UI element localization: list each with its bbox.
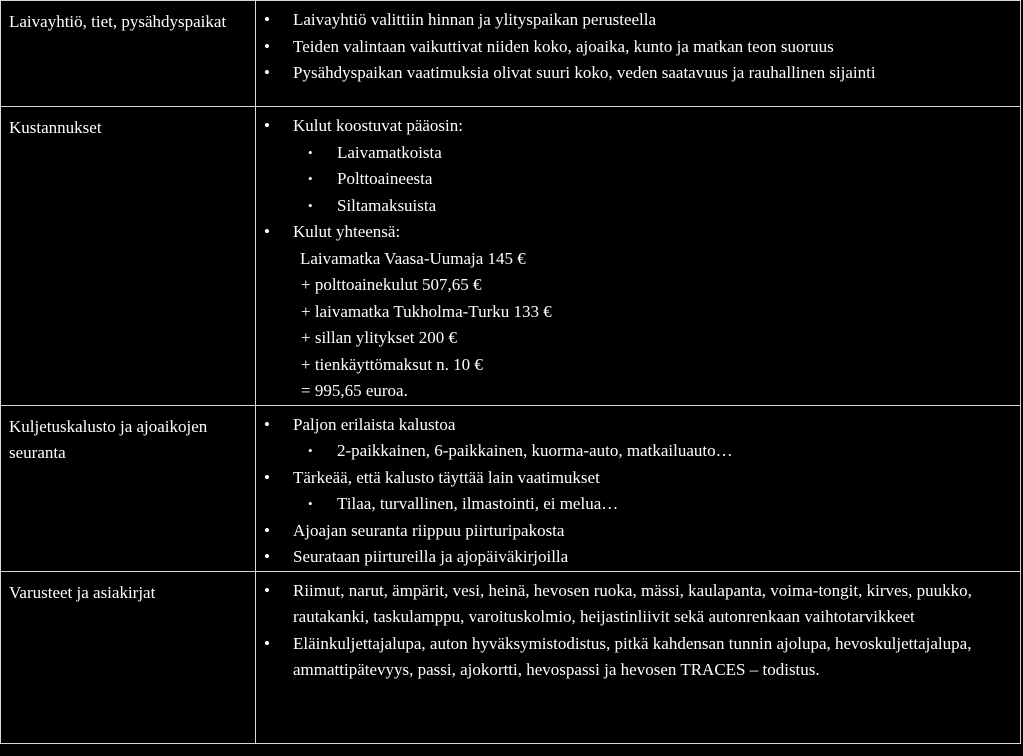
bullet-list [256,107,1020,405]
bullet-list [256,1,1020,87]
row-label-cell [1,1,256,107]
table-row [1,107,1021,406]
row-content-cell [256,571,1021,743]
table-row [1,1,1021,107]
list-item: • Riimut, narut, ämpärit, vesi, heinä, hevosen ruoka, mässi, kaulapanta, voima-tongit, kirves, puukko, rautakanki, taskulamppu, varoituskolmio, heijastinliivit sekä autonrenkaan vaihtotarvikkeet [264,578,1014,631]
sub-list-item: • Tilaa, turvallinen, ilmastointi, ei melua… [264,491,1014,518]
sub-list-item: • 2-paikkainen, 6-paikkainen, kuorma-auto, matkailuauto… [264,438,1014,465]
list-item: • Ajoajan seuranta riippuu piirturipakosta [264,518,1014,545]
sub-list-item: • Siltamaksuista [264,193,1014,220]
list-item: • Seurataan piirtureilla ja ajopäiväkirjoilla [264,544,1014,571]
cost-line: + laivamatka Tukholma-Turku 133 € [301,301,552,321]
cost-line: Laivamatka Vaasa-Uumaja 145 € [300,248,526,268]
row-label-cell [1,107,256,406]
row-label: Kuljetuskalusto ja ajoaikojen seuranta [9,416,208,462]
row-content-cell [256,107,1021,406]
row-label-cell [1,405,256,571]
list-item: • Laivayhtiö valittiin hinnan ja ylityspaikan perusteella [264,7,1014,34]
cost-line: + tienkäyttömaksut n. 10 € [301,354,483,374]
row-label: Varusteet ja asiakirjat [9,582,156,602]
bullet-list [256,406,1020,571]
cost-total-line: = 995,65 euroa. [301,381,408,400]
row-label: Laivayhtiö, tiet, pysähdyspaikat [9,12,227,31]
row-content-cell [256,1,1021,107]
cost-line: + polttoainekulut 507,65 € [301,275,482,294]
row-label: Kustannukset [9,118,102,137]
sub-list-item: • Polttoaineesta [264,166,1014,193]
list-item: • Paljon erilaista kalustoa [264,412,1014,439]
cost-line: + sillan ylitykset 200 € [301,328,457,347]
row-label-cell [1,571,256,743]
list-item: • Teiden valintaan vaikuttivat niiden koko, ajoaika, kunto ja matkan teon suoruus [264,34,1014,61]
list-item: • Tärkeää, että kalusto täyttää lain vaatimukset [264,465,1014,492]
bullet-list [256,572,1020,684]
table-row [1,405,1021,571]
list-item: • Kulut koostuvat pääosin: [264,113,1014,140]
list-item: • Eläinkuljettajalupa, auton hyväksymistodistus, pitkä kahdensan tunnin ajolupa, hevoskuljettajalupa, ammattipätevyys, passi, ajokortti, hevospassi ja hevosen TRACES – todistus. [264,631,1014,684]
sub-list-item: • Laivamatkoista [264,140,1014,167]
list-item: • Pysähdyspaikan vaatimuksia olivat suuri koko, veden saatavuus ja rauhallinen sijainti [264,60,1014,87]
list-item: • Kulut yhteensä: [264,219,1014,246]
row-content-cell [256,405,1021,571]
table-row [1,571,1021,743]
